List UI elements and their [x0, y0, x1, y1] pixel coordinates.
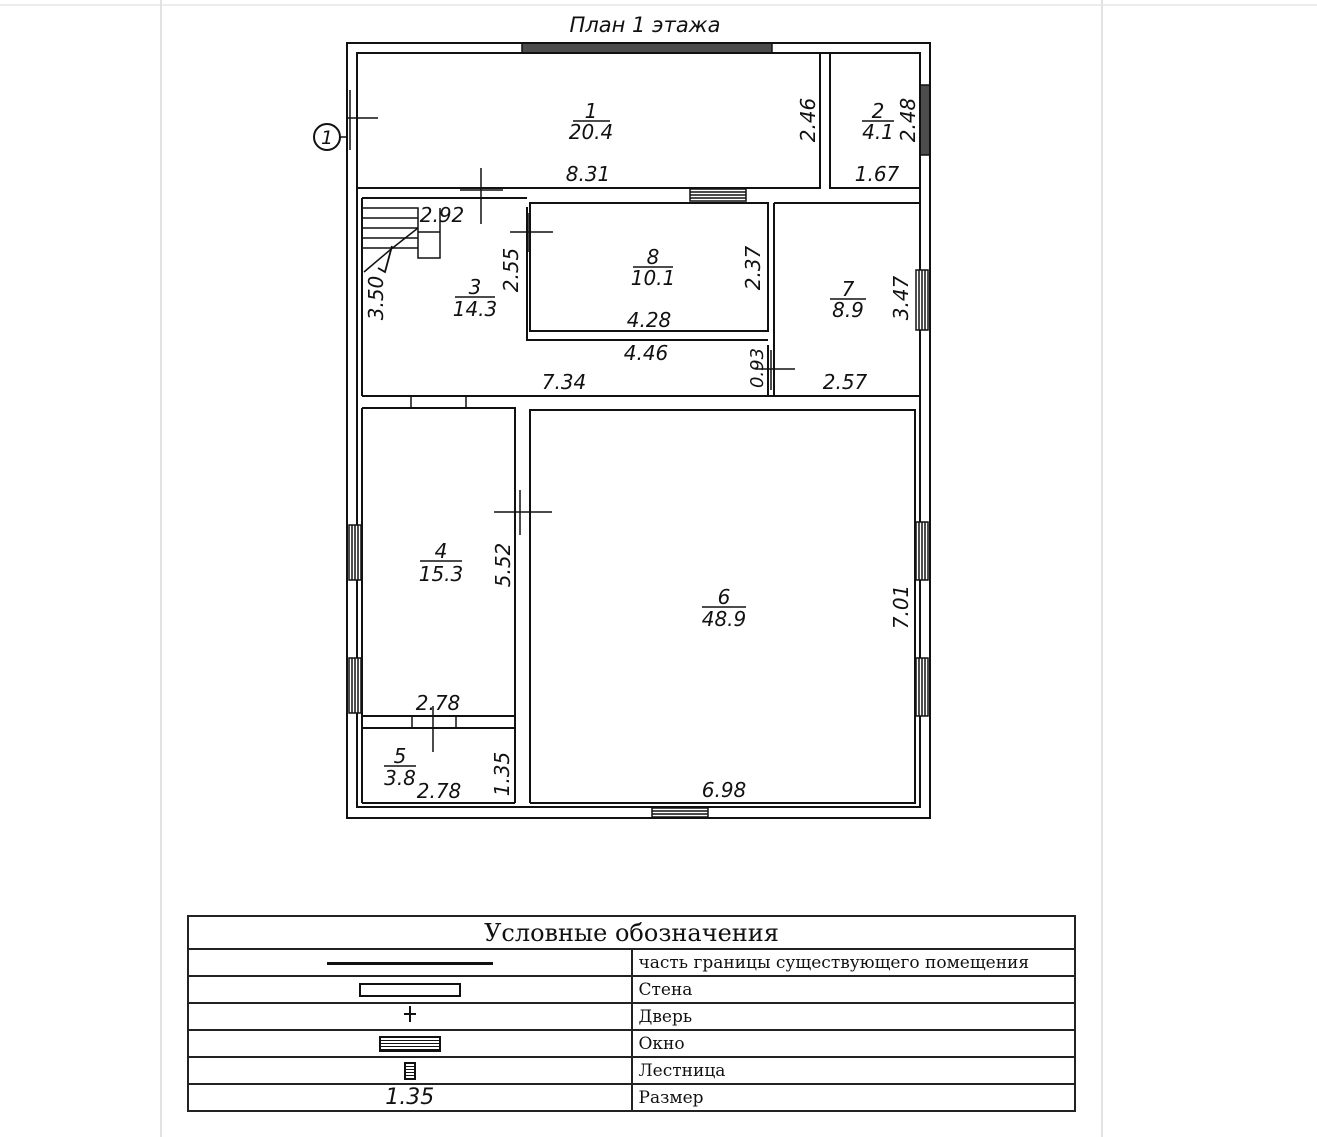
- door-icon: [402, 1005, 418, 1023]
- legend-text: Лестница: [632, 1057, 1076, 1084]
- dimension-label: 6.98: [701, 778, 747, 802]
- window-bottom: [652, 808, 708, 817]
- dimension-label: 5.52: [491, 542, 515, 588]
- room-3-label: [453, 275, 498, 321]
- room-area: 10.1: [630, 266, 676, 290]
- room-number: 5: [393, 744, 407, 768]
- legend-text: Окно: [632, 1030, 1076, 1057]
- dimension-label: 2.37: [741, 245, 765, 291]
- room-number: 7: [841, 277, 855, 301]
- room-4-label: [419, 539, 464, 586]
- legend-row: [188, 1084, 1075, 1111]
- dimension-label: 8.31: [565, 162, 611, 186]
- room-area: 8.9: [832, 298, 864, 322]
- room-area: 20.4: [568, 120, 614, 144]
- legend-row: [188, 1003, 1075, 1030]
- door-room-3-top: [460, 168, 503, 224]
- dimension-label: 2.48: [896, 97, 920, 143]
- room-area: 3.8: [384, 766, 416, 790]
- room-area: 15.3: [418, 562, 464, 586]
- dimension-label: 4.28: [626, 308, 672, 332]
- room-area: 4.1: [862, 120, 894, 144]
- window-top-1: [522, 44, 772, 52]
- window-room-4-lower: [349, 658, 361, 713]
- axis-marker-label: 1: [320, 127, 334, 149]
- room-7-label: [830, 277, 866, 322]
- dimension-label: 2.55: [499, 247, 523, 293]
- room-area: 48.9: [701, 607, 747, 631]
- door-room-4-top: [411, 396, 466, 408]
- legend-table: [187, 915, 1076, 1112]
- dimension-label: 7.01: [889, 584, 913, 630]
- dimension-label: 2.57: [822, 370, 868, 394]
- room-number: 2: [871, 99, 885, 123]
- door-room-1: [347, 90, 378, 150]
- room-2-label: [862, 99, 894, 144]
- room-number: 1: [584, 99, 598, 123]
- dimension-label: 3.50: [364, 275, 388, 321]
- legend-row: [188, 1057, 1075, 1084]
- room-area: 14.3: [452, 297, 498, 321]
- window-room-6-lower: [916, 658, 928, 716]
- dimension-label: 1.67: [854, 162, 900, 186]
- legend-row: [188, 976, 1075, 1003]
- room-5-label: [384, 744, 416, 790]
- axis-marker: [314, 124, 347, 150]
- door-room-8: [510, 213, 553, 252]
- stair-symbol: [404, 1062, 416, 1080]
- dimension-label: 4.46: [623, 341, 669, 365]
- plan-title: План 1 этажа: [569, 13, 721, 37]
- legend-row: [188, 949, 1075, 976]
- window-room-7: [916, 270, 928, 330]
- dimension-label: 1.35: [490, 751, 514, 797]
- legend-text: Дверь: [632, 1003, 1076, 1030]
- room-number: 3: [468, 275, 482, 299]
- room-8-label: [631, 245, 676, 290]
- dimension-label: 7.34: [541, 370, 587, 394]
- dimension-label: 2.92: [419, 203, 465, 227]
- legend-text: Размер: [632, 1084, 1076, 1111]
- room-number: 8: [646, 245, 660, 269]
- room-number: 6: [717, 585, 731, 609]
- legend-title: Условные обозначения: [188, 916, 1075, 949]
- window-symbol: [379, 1036, 441, 1052]
- dimension-label: 2.78: [416, 779, 462, 803]
- window-room-4-upper: [349, 525, 361, 580]
- room-number: 4: [434, 539, 448, 563]
- legend-text: Стена: [632, 976, 1076, 1003]
- window-room-6-upper: [916, 522, 928, 580]
- dimension-label: 3.47: [889, 275, 913, 321]
- line-symbol: [327, 962, 493, 965]
- size-symbol: 1.35: [385, 1085, 435, 1110]
- wall-room-4-right: [362, 408, 515, 803]
- window-room-8: [690, 189, 746, 201]
- legend-row: [188, 1030, 1075, 1057]
- window-room-2: [921, 85, 929, 155]
- room-6-label: [702, 585, 747, 631]
- legend-header-row: [188, 916, 1075, 949]
- room-1-label: [569, 99, 614, 144]
- wall-symbol: [359, 983, 461, 997]
- dimension-label: 2.78: [415, 691, 461, 715]
- door-room-6: [494, 490, 552, 535]
- dimension-label: 0.93: [747, 347, 768, 389]
- dimension-label: 2.46: [796, 97, 820, 143]
- legend-text: часть границы существующего помещения: [632, 949, 1076, 976]
